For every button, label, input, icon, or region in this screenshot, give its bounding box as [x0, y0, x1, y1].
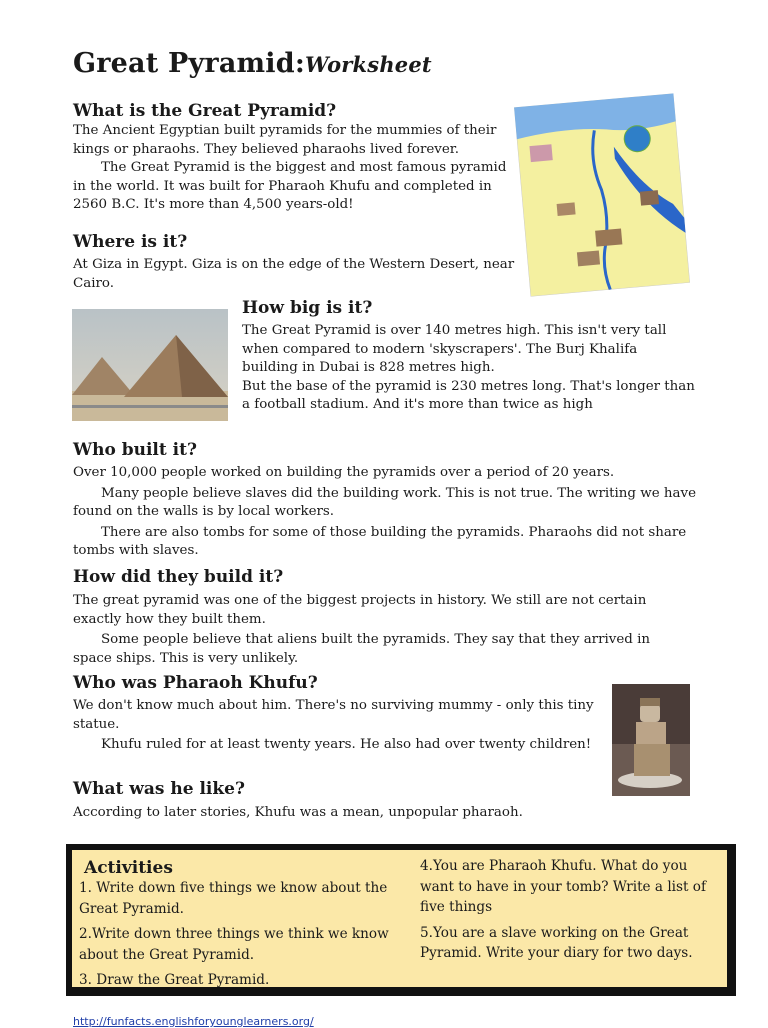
activity-item: 1. Write down five things we know about the Great Pyramid. [79, 880, 388, 917]
paragraph: Khufu ruled for at least twenty years. He also had over twenty children! [101, 737, 592, 753]
footer-link[interactable]: http://funfacts.englishforyounglearners.org/ [73, 1015, 314, 1028]
paragraph: Some people believe that aliens built the pyramids. They say that they arrived in space ships. This is very unlikely. [73, 632, 650, 666]
paragraph: Over 10,000 people worked on building the pyramids over a period of 20 years. [73, 465, 615, 480]
page-title: Great Pyramid:Worksheet [73, 48, 432, 79]
section-like-text [73, 804, 633, 823]
paragraph: But the base of the pyramid is 230 metres long. That's longer than a football stadium. And it's more than twice as high [242, 378, 695, 413]
section-where-text [73, 256, 528, 293]
paragraph: The Great Pyramid is over 140 metres high. This isn't very tall when compared to modern 'skyscrapers'. The Burj Khalifa building in Dubai is 828 metres high. [242, 323, 667, 376]
activity-item: 3. Draw the Great Pyramid. [79, 972, 270, 988]
paragraph: The Great Pyramid is the biggest and most famous pyramid in the world. It was built for Pharaoh Khufu and completed in 2560 B.C. It's more than 4,500 years-old! [73, 160, 507, 213]
section-big-text [242, 322, 697, 415]
paragraph: We don't know much about him. There's no surviving mummy - only this tiny statue. [73, 698, 594, 732]
activities-box [66, 844, 736, 996]
section-khufu-text [73, 697, 603, 755]
heading-how-built: How did they build it? [73, 567, 284, 587]
activity-item: 4.You are Pharaoh Khufu. What do you want to have in your tomb? Write a list of five things [420, 858, 706, 915]
khufu-statue-photo [612, 684, 690, 796]
section-what-text [73, 122, 513, 215]
section-who-text [73, 464, 698, 561]
activities-left-column [79, 878, 397, 996]
page-subtitle: Worksheet [305, 52, 432, 77]
paragraph: At Giza in Egypt. Giza is on the edge of the Western Desert, near Cairo. [73, 257, 515, 291]
activities-title: Activities [84, 858, 173, 878]
heading-who-built: Who built it? [73, 440, 197, 460]
paragraph: There are also tombs for some of those building the pyramids. Pharaohs did not share tombs with slaves. [73, 524, 687, 559]
activity-item: 5.You are a slave working on the Great Pyramid. Write your diary for two days. [420, 924, 693, 961]
pyramids-photo [72, 309, 228, 421]
activities-right-column [420, 856, 725, 969]
paragraph: The Ancient Egyptian built pyramids for the mummies of their kings or pharaohs. They believed pharaohs lived forever. [73, 123, 497, 157]
paragraph: Many people believe slaves did the building work. This is not true. The writing we have found on the walls is by local workers. [73, 485, 696, 520]
heading-how-big: How big is it? [242, 298, 373, 318]
heading-what: What is the Great Pyramid? [73, 101, 337, 121]
heading-where: Where is it? [73, 232, 188, 252]
heading-like: What was he like? [73, 779, 245, 799]
activity-item: 2.Write down three things we think we know about the Great Pyramid. [79, 926, 389, 963]
heading-khufu: Who was Pharaoh Khufu? [73, 673, 318, 693]
paragraph: The great pyramid was one of the biggest projects in history. We still are not certain exactly how they built them. [73, 593, 647, 627]
map-of-egypt-image [514, 93, 690, 296]
paragraph: According to later stories, Khufu was a mean, unpopular pharaoh. [73, 805, 523, 820]
section-how-text [73, 592, 673, 668]
